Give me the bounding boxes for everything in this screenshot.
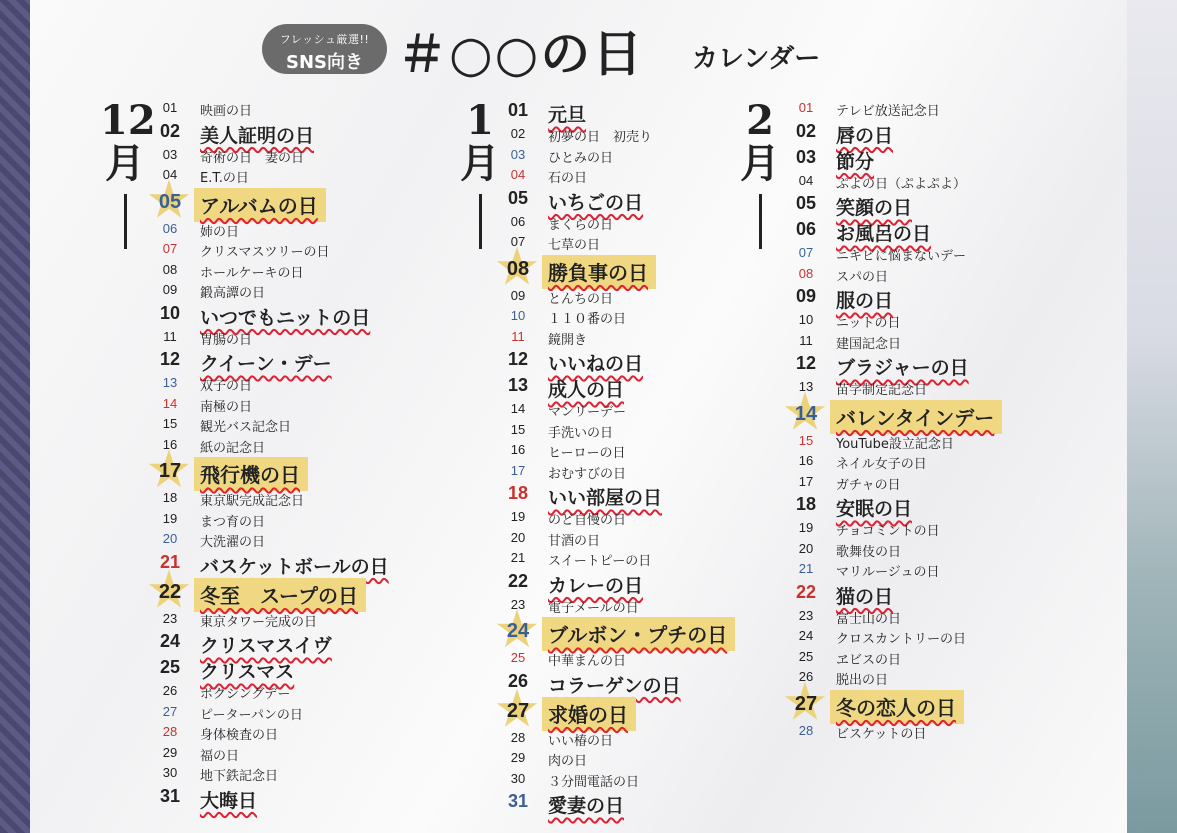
day-number: 25 xyxy=(159,657,181,677)
day-name: 石の日 xyxy=(548,171,588,186)
day-number: 11 xyxy=(799,332,813,348)
day-number: 23 xyxy=(162,610,178,626)
day-number: 08 xyxy=(506,257,530,280)
day-name: クイーン・デー xyxy=(200,353,332,375)
day-name: 鍛高譚の日 xyxy=(200,286,266,301)
day-name: 冬の恋人の日 xyxy=(830,690,964,724)
month-label xyxy=(100,97,156,249)
day-number: 26 xyxy=(162,683,178,698)
day-number: 07 xyxy=(162,241,178,256)
day-number: 17 xyxy=(798,473,814,489)
day-name: 成人の日 xyxy=(548,379,625,401)
day-name: アルバムの日 xyxy=(194,188,326,222)
day-number: 23 xyxy=(510,596,526,612)
day-name: 中華まんの日 xyxy=(548,654,627,669)
day-number: 18 xyxy=(162,490,178,505)
day-name: E.T.の日 xyxy=(200,171,249,186)
day-number: 17 xyxy=(158,460,182,482)
day-name: ブラジャーの日 xyxy=(836,357,969,379)
day-number: 09 xyxy=(510,287,526,303)
day-name: YouTube設立記念日 xyxy=(836,436,954,452)
day-number: 31 xyxy=(507,791,529,811)
day-name: バスケットボールの日 xyxy=(200,555,389,578)
day-name: 勝負事の日 xyxy=(542,255,656,289)
day-number: 04 xyxy=(510,167,526,182)
day-name: 建国記念日 xyxy=(836,336,902,352)
day-number: 25 xyxy=(798,648,814,664)
day-name: 冬至 スープの日 xyxy=(194,578,366,612)
day-name: 唇の日 xyxy=(836,124,894,147)
day-name: 地下鉄記念日 xyxy=(200,769,279,784)
day-number: 14 xyxy=(162,395,178,411)
day-number: 19 xyxy=(798,520,814,535)
day-name: ビスケットの日 xyxy=(836,726,927,742)
day-name: ネイル女子の日 xyxy=(836,457,927,472)
day-name: ガチャの日 xyxy=(836,477,901,493)
day-number: 05 xyxy=(158,190,182,213)
day-number: 28 xyxy=(798,722,814,738)
day-number: 03 xyxy=(162,146,178,162)
day-number: 19 xyxy=(510,509,526,524)
day-number: 18 xyxy=(507,483,529,503)
day-number: 24 xyxy=(506,620,530,642)
day-number: 21 xyxy=(510,550,526,565)
day-name: 元旦 xyxy=(548,104,587,126)
day-name: ホールケーキの日 xyxy=(200,265,304,281)
header xyxy=(262,14,862,84)
day-name: クロスカントリーの日 xyxy=(836,632,967,647)
day-name: いいねの日 xyxy=(548,353,644,375)
day-name: スパの日 xyxy=(836,269,889,285)
day-name: 愛妻の日 xyxy=(548,795,625,817)
day-name: 節分 xyxy=(836,150,875,173)
day-name: お風呂の日 xyxy=(836,223,932,245)
day-number: 28 xyxy=(162,724,178,739)
day-number: 27 xyxy=(506,699,530,722)
day-number: 03 xyxy=(795,146,817,167)
day-number: 13 xyxy=(798,379,814,394)
day-number: 13 xyxy=(507,375,529,395)
day-name: 初夢の日 初売り xyxy=(548,130,653,145)
day-name: まくらの日 xyxy=(548,217,614,233)
day-number: 02 xyxy=(159,120,181,141)
day-name: 南極の日 xyxy=(200,399,253,415)
day-number: 22 xyxy=(158,580,182,603)
month-number: 1 xyxy=(466,97,494,144)
day-number: 06 xyxy=(795,219,817,239)
day-number: 12 xyxy=(795,353,817,373)
day-name: ボクシングデー xyxy=(200,687,291,702)
day-name: 美人証明の日 xyxy=(200,124,315,147)
day-name: のど自慢の日 xyxy=(548,513,627,528)
sns-badge xyxy=(262,24,387,74)
day-number: 01 xyxy=(507,100,529,120)
day-number: 19 xyxy=(162,510,178,526)
day-number: 22 xyxy=(795,581,817,602)
day-name: いつでもニットの日 xyxy=(200,306,371,329)
day-number: 06 xyxy=(162,220,178,236)
day-name: おむすびの日 xyxy=(548,466,627,482)
day-name: 電子メールの日 xyxy=(548,600,639,616)
day-number: 01 xyxy=(162,100,178,115)
month-kanji: 月 xyxy=(740,140,780,187)
day-name: 苗字制定記念日 xyxy=(836,383,928,398)
day-number: 30 xyxy=(162,765,178,780)
day-name: テレビ放送記念日 xyxy=(836,104,940,119)
day-name: 猫の日 xyxy=(836,585,894,608)
day-name: 歌舞伎の日 xyxy=(836,544,902,560)
day-name: ニットの日 xyxy=(836,316,901,331)
day-number: 22 xyxy=(507,570,529,591)
day-name: 紙の記念日 xyxy=(200,440,266,456)
day-name: まつ育の日 xyxy=(200,514,266,530)
day-name: とんちの日 xyxy=(548,291,614,307)
day-name: ヒーローの日 xyxy=(548,446,626,461)
day-name: いちごの日 xyxy=(548,191,644,214)
left-decorative-border xyxy=(0,0,30,833)
day-number: 10 xyxy=(798,312,814,327)
page-title: ＃○○の日 xyxy=(397,25,645,83)
month-kanji: 月 xyxy=(460,140,500,187)
day-number: 07 xyxy=(510,234,526,249)
day-name: 東京タワー完成の日 xyxy=(200,614,318,630)
day-number: 14 xyxy=(794,402,818,425)
day-name: 福の日 xyxy=(200,748,240,764)
day-name: 映画の日 xyxy=(200,104,253,119)
day-number: 26 xyxy=(798,669,814,684)
day-name: いい椿の日 xyxy=(548,733,614,749)
day-number: 08 xyxy=(798,265,814,281)
day-name: 身体検査の日 xyxy=(200,728,279,743)
right-decorative-border xyxy=(1127,0,1177,833)
day-number: 04 xyxy=(162,167,178,182)
day-number: 20 xyxy=(798,540,814,556)
day-number: 09 xyxy=(162,282,178,297)
day-number: 23 xyxy=(798,607,814,623)
badge-small-text: フレッシュ厳選!! xyxy=(279,33,370,46)
day-number: 12 xyxy=(507,349,529,369)
day-number: 10 xyxy=(159,302,181,323)
day-number: 27 xyxy=(162,703,178,719)
day-name: 富士山の日 xyxy=(836,611,902,627)
day-name: 七草の日 xyxy=(548,238,601,253)
day-number: 03 xyxy=(510,146,526,162)
day-number: 05 xyxy=(507,187,529,208)
day-number: 28 xyxy=(510,729,526,745)
day-number: 09 xyxy=(795,286,817,306)
day-number: 17 xyxy=(510,462,526,478)
day-number: 12 xyxy=(159,349,181,369)
day-number: 16 xyxy=(510,442,526,457)
day-name: 甘酒の日 xyxy=(548,533,601,549)
day-number: 21 xyxy=(159,551,181,572)
day-number: 27 xyxy=(794,692,818,715)
day-name: 安眠の日 xyxy=(836,498,913,520)
day-name: ３分間電話の日 xyxy=(548,774,640,790)
day-name: ひとみの日 xyxy=(548,150,614,166)
month-label xyxy=(455,97,505,249)
day-number: 24 xyxy=(159,631,181,651)
day-number: 29 xyxy=(162,744,178,760)
day-number: 31 xyxy=(159,785,181,806)
day-number: 20 xyxy=(510,529,526,545)
day-number: 01 xyxy=(798,100,814,115)
day-name: ピーターパンの日 xyxy=(200,707,303,723)
day-number: 16 xyxy=(798,453,814,468)
day-name: 大洗濯の日 xyxy=(200,535,266,550)
day-number: 11 xyxy=(163,328,177,344)
day-number: 15 xyxy=(798,432,814,448)
month-divider-line xyxy=(479,194,482,249)
day-name: 観光バス記念日 xyxy=(200,420,292,435)
day-number: 14 xyxy=(510,401,526,416)
day-number: 07 xyxy=(798,245,814,260)
day-name: 服の日 xyxy=(836,290,894,312)
page-subtitle: カレンダー xyxy=(692,44,821,74)
day-number: 20 xyxy=(162,531,178,546)
day-number: 26 xyxy=(507,670,529,691)
day-name: 手洗いの日 xyxy=(548,425,614,441)
day-name: ヱビスの日 xyxy=(836,652,902,668)
day-name: 胃腸の日 xyxy=(200,332,253,348)
day-number: 06 xyxy=(510,213,526,229)
month-label xyxy=(735,97,785,249)
day-name: クリスマスツリーの日 xyxy=(200,245,330,260)
day-name: 求婚の日 xyxy=(542,697,636,731)
day-name: マンリーデー xyxy=(548,405,627,420)
day-number: 10 xyxy=(510,308,526,323)
month-kanji: 月 xyxy=(105,140,145,187)
month-divider-line xyxy=(124,194,127,249)
day-number: 29 xyxy=(510,750,526,765)
day-number: 16 xyxy=(162,436,178,452)
day-name: 双子の日 xyxy=(200,379,253,394)
day-number: 05 xyxy=(795,193,817,213)
day-name: スイートピーの日 xyxy=(548,554,652,569)
day-number: 02 xyxy=(510,126,526,141)
day-name: バレンタインデー xyxy=(830,400,1002,434)
day-name: 脱出の日 xyxy=(836,673,889,688)
day-number: 21 xyxy=(798,561,814,576)
badge-big-text: SNS向き xyxy=(286,52,363,73)
day-name: １１０番の日 xyxy=(548,312,627,327)
day-name: チョコミントの日 xyxy=(836,524,940,539)
day-number: 15 xyxy=(162,416,178,431)
day-name: 飛行機の日 xyxy=(194,457,308,491)
day-number: 08 xyxy=(162,261,178,277)
month-number: 2 xyxy=(746,97,774,144)
month-divider-line xyxy=(759,194,762,249)
day-name: クリスマスイヴ xyxy=(200,635,332,657)
day-name: 奇術の日 妻の日 xyxy=(200,150,305,166)
day-name: ニキビに悩まないデー xyxy=(836,249,967,264)
day-name: 肉の日 xyxy=(548,754,588,769)
day-number: 24 xyxy=(798,628,814,643)
day-name: いい部屋の日 xyxy=(548,487,663,509)
day-name: マリルージュの日 xyxy=(836,565,940,580)
day-number: 25 xyxy=(510,650,526,665)
day-name: クリスマス xyxy=(200,661,295,683)
day-name: ぷよの日（ぷよぷよ） xyxy=(836,176,967,192)
day-name: 大晦日 xyxy=(200,789,258,812)
day-name: コラーゲンの日 xyxy=(548,674,681,697)
day-number: 18 xyxy=(795,494,817,514)
day-number: 11 xyxy=(511,328,525,344)
day-number: 30 xyxy=(510,770,526,786)
day-name: 笑顔の日 xyxy=(836,197,913,219)
day-name: カレーの日 xyxy=(548,574,644,597)
month-number: 12 xyxy=(100,97,156,144)
day-number: 04 xyxy=(798,172,814,188)
day-name: 東京駅完成記念日 xyxy=(200,494,305,509)
day-number: 15 xyxy=(510,421,526,437)
day-number: 13 xyxy=(162,375,178,390)
day-name: 姉の日 xyxy=(200,224,240,240)
day-name: ブルボン・プチの日 xyxy=(542,617,735,651)
day-name: 鏡開き xyxy=(548,332,588,348)
day-number: 02 xyxy=(795,120,817,141)
